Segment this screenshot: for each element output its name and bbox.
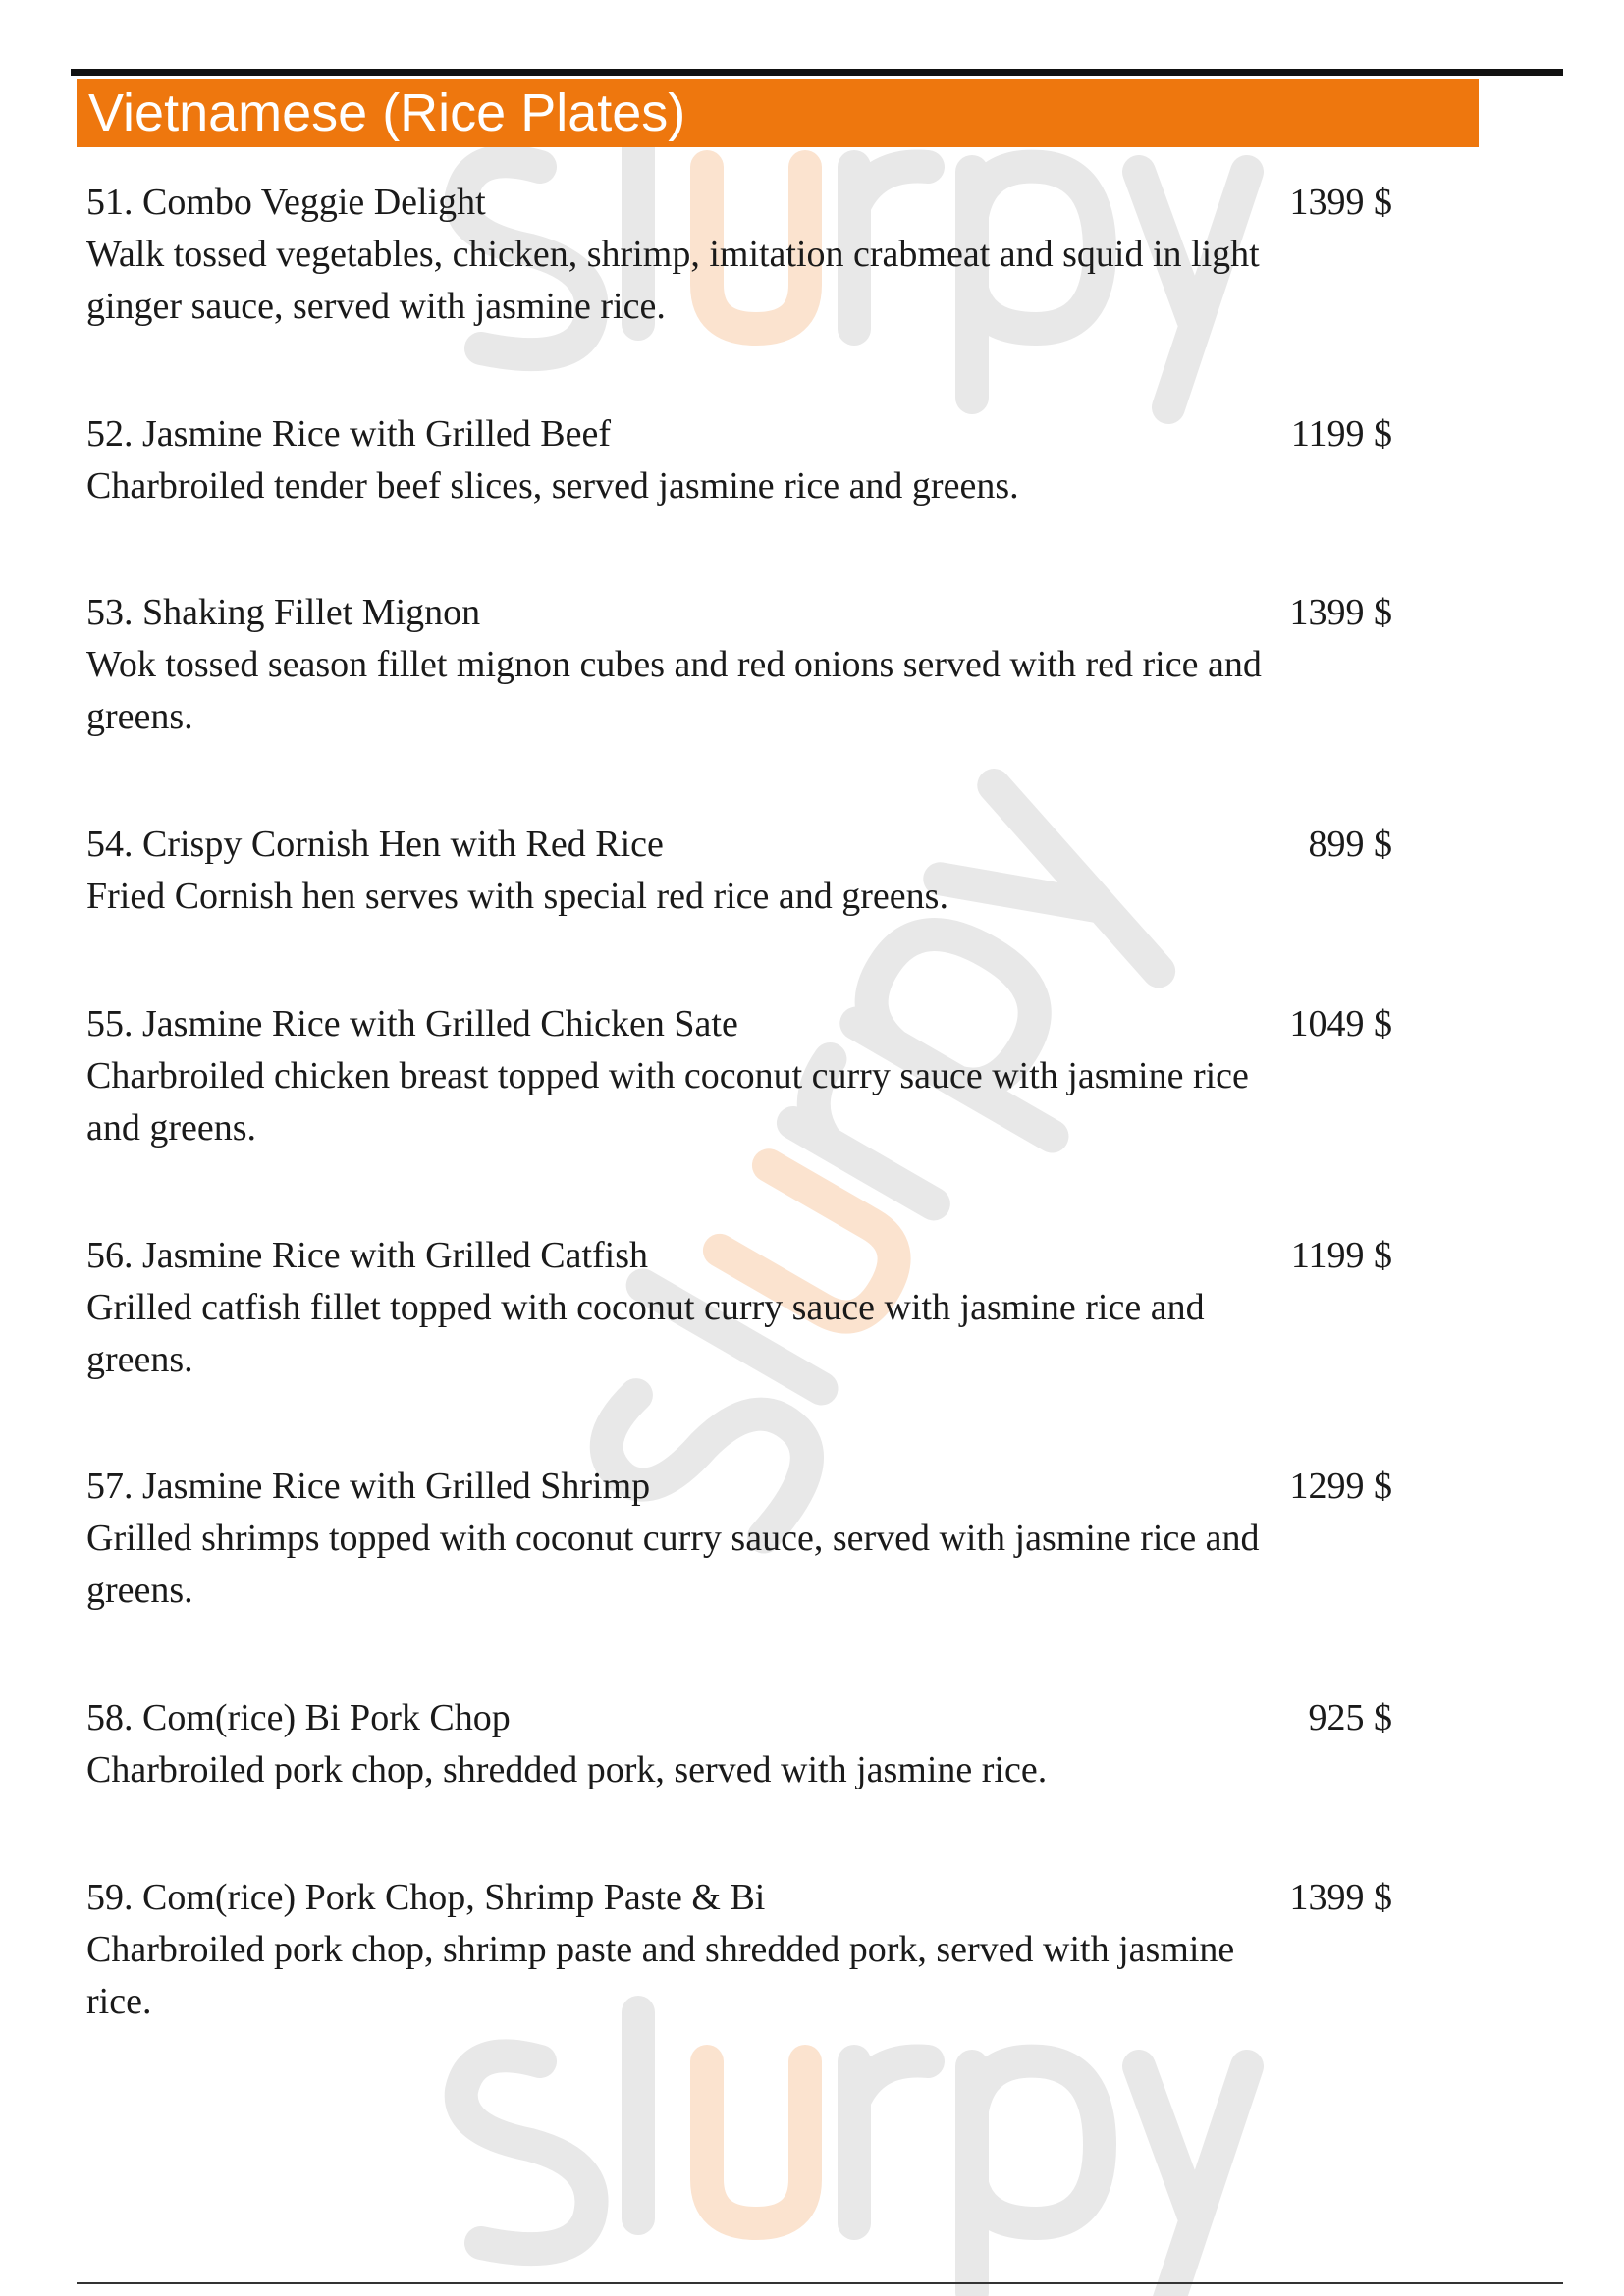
item-description: Walk tossed vegetables, chicken, shrimp, imitation crabmeat and squid in light ginger sauce, served with jasmine rice. bbox=[86, 234, 1260, 327]
item-description: Charbroiled tender beef slices, served jasmine rice and greens. bbox=[86, 465, 1019, 507]
watermark-logo-bottom bbox=[461, 2012, 1247, 2296]
item-name: 51. Combo Veggie Delight bbox=[86, 182, 486, 223]
menu-item bbox=[86, 1692, 1392, 1796]
item-name: 56. Jasmine Rice with Grilled Catfish bbox=[86, 1235, 649, 1276]
item-description: Grilled shrimps topped with coconut curry sauce, served with jasmine rice and greens. bbox=[86, 1518, 1260, 1611]
item-price: 1399 $ bbox=[1289, 592, 1392, 633]
section-header bbox=[77, 79, 1479, 147]
menu-item bbox=[86, 1230, 1392, 1386]
item-description: Fried Cornish hen serves with special red rice and greens. bbox=[86, 876, 948, 917]
item-name: 58. Com(rice) Bi Pork Chop bbox=[86, 1697, 511, 1738]
bottom-divider bbox=[77, 2282, 1563, 2284]
menu-item bbox=[86, 408, 1392, 512]
top-divider bbox=[71, 69, 1563, 76]
section-title: Vietnamese (Rice Plates) bbox=[88, 83, 686, 142]
item-name: 54. Crispy Cornish Hen with Red Rice bbox=[86, 824, 664, 865]
item-description: Wok tossed season fillet mignon cubes and red onions served with red rice and greens. bbox=[86, 644, 1262, 737]
item-name: 52. Jasmine Rice with Grilled Beef bbox=[86, 413, 611, 454]
menu-item bbox=[86, 1461, 1392, 1617]
item-price: 925 $ bbox=[1308, 1697, 1392, 1738]
menu-item bbox=[86, 1872, 1392, 2028]
item-name: 59. Com(rice) Pork Chop, Shrimp Paste & Bi bbox=[86, 1877, 766, 1918]
item-price: 1049 $ bbox=[1289, 1003, 1392, 1044]
item-name: 55. Jasmine Rice with Grilled Chicken Sate bbox=[86, 1003, 738, 1044]
item-description: Charbroiled pork chop, shrimp paste and shredded pork, served with jasmine rice. bbox=[86, 1929, 1235, 2022]
item-price: 1299 $ bbox=[1289, 1466, 1392, 1507]
item-description: Charbroiled pork chop, shredded pork, served with jasmine rice. bbox=[86, 1749, 1048, 1790]
item-price: 899 $ bbox=[1308, 824, 1392, 865]
item-description: Grilled catfish fillet topped with coconut curry sauce with jasmine rice and greens. bbox=[86, 1287, 1205, 1380]
item-name: 57. Jasmine Rice with Grilled Shrimp bbox=[86, 1466, 651, 1507]
item-name: 53. Shaking Fillet Mignon bbox=[86, 592, 481, 633]
menu-item bbox=[86, 587, 1392, 743]
item-price: 1399 $ bbox=[1289, 182, 1392, 223]
menu-item bbox=[86, 998, 1392, 1154]
item-description: Charbroiled chicken breast topped with coconut curry sauce with jasmine rice and greens. bbox=[86, 1055, 1249, 1148]
menu-item bbox=[86, 819, 1392, 923]
menu-item bbox=[86, 177, 1392, 333]
item-price: 1399 $ bbox=[1289, 1877, 1392, 1918]
item-price: 1199 $ bbox=[1290, 413, 1392, 454]
item-price: 1199 $ bbox=[1290, 1235, 1392, 1276]
